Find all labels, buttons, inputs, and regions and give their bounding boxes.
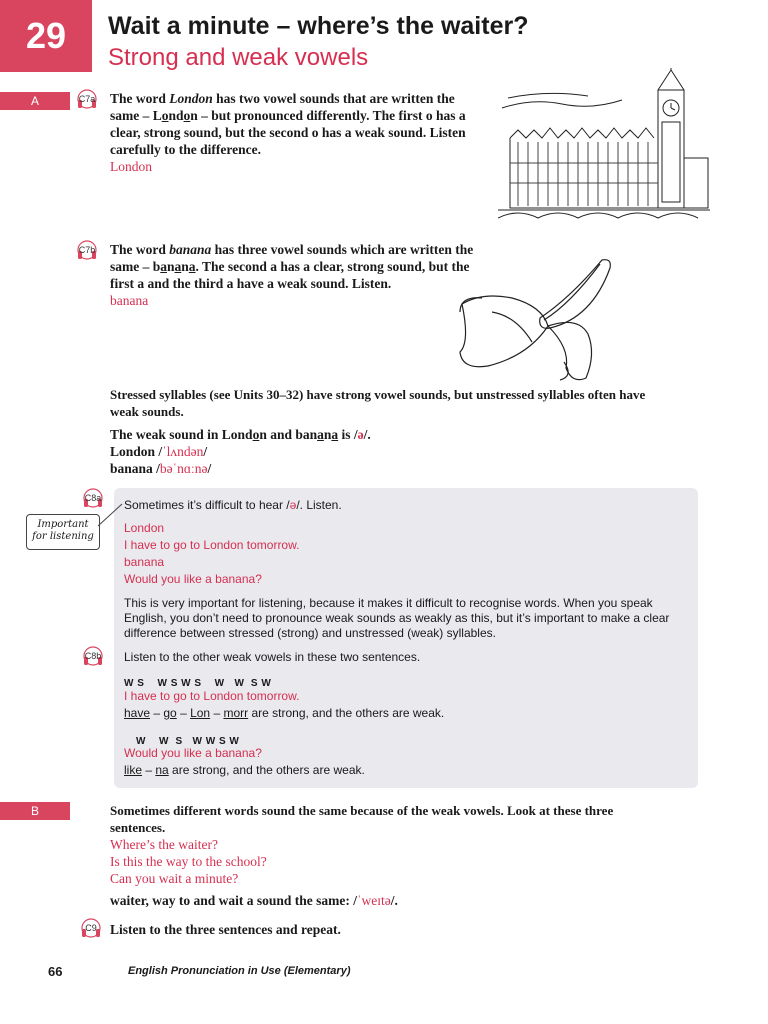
big-ben-illustration-icon	[498, 68, 710, 226]
page-subtitle: Strong and weak vowels	[108, 44, 369, 71]
example-sentence: Where’s the waiter?	[110, 837, 218, 852]
text: difference between stressed (strong) and unstressed (weak) syllables.	[124, 626, 496, 640]
stress-marks-2: W W S W W S W	[136, 736, 240, 747]
strong-syllables-1: have – go – Lon – morr are strong, and the others are weak.	[124, 706, 445, 720]
section-b-intro	[110, 802, 710, 836]
banana-illustration-icon	[452, 254, 634, 384]
text: carefully to the difference.	[110, 142, 261, 157]
example-sentence: Is this the way to the school?	[110, 854, 267, 869]
weak-sound-line	[110, 426, 510, 443]
text: Sometimes it’s difficult to hear /	[124, 498, 290, 512]
sentence-2: Would you like a banana?	[124, 746, 262, 760]
panel-example: banana	[124, 555, 165, 569]
text: The word	[110, 91, 170, 106]
weak-o: o	[183, 108, 191, 123]
section-a-label	[0, 92, 70, 110]
audio-track-c7a[interactable]	[76, 89, 98, 109]
text: waiter, way to and wait a sound the same: /	[110, 893, 358, 908]
panel-example: London	[124, 521, 165, 535]
underlined-vowel: a	[317, 427, 324, 442]
text: n	[323, 427, 332, 442]
banana-ipa-line	[110, 460, 211, 477]
schwa-symbol: ə	[357, 427, 364, 442]
text: sentences.	[110, 820, 166, 835]
example-sentence: Can you wait a minute?	[110, 871, 239, 886]
strong-syllable: like	[124, 763, 143, 777]
panel-intro	[124, 498, 342, 513]
text: n	[181, 259, 189, 274]
unit-number-badge	[0, 0, 92, 72]
text: English, you don’t need to pronounce weak sounds as weakly as this, but it’s important to make a clear	[124, 611, 670, 625]
stressed-paragraph	[110, 386, 710, 420]
audio-track-c7b[interactable]	[76, 240, 98, 260]
track-id: C8b	[84, 651, 102, 661]
text: /. Listen.	[296, 498, 342, 512]
text: Sometimes different words sound the same because of the weak vowels. Look at these three	[110, 803, 614, 818]
margin-note	[26, 514, 100, 550]
note-line: for listening	[32, 531, 94, 542]
london-ipa-line	[110, 443, 207, 460]
listen-other-line: Listen to the other weak vowels in these two sentences.	[124, 650, 421, 664]
stress-marks-1: W S W S W S W W S W	[124, 678, 272, 689]
panel-explanation	[124, 596, 690, 641]
banana-paragraph	[110, 241, 500, 292]
strong-syllable: have	[124, 706, 151, 720]
weak-a: a	[160, 259, 167, 274]
text: This is very important for listening, because it makes it difficult to recognise words. When you speak	[124, 596, 653, 610]
text: are strong, and the others are weak.	[168, 763, 365, 777]
text: Stressed syllables (see Units 30–32) have strong vowel sounds, but unstressed syllables often have	[110, 387, 646, 402]
example-banana: banana	[110, 293, 149, 308]
text: The word	[110, 242, 170, 257]
text: is /	[338, 427, 358, 442]
track-id: C9	[85, 923, 97, 933]
strong-a: a	[174, 259, 182, 274]
unit-number: 29	[25, 15, 67, 56]
note-line: Important	[37, 519, 89, 530]
text: same – b	[110, 259, 161, 274]
text: n and ban	[259, 427, 318, 442]
london-paragraph	[110, 90, 490, 158]
page-title: Wait a minute – where’s the waiter?	[108, 12, 529, 40]
text: are strong, and the others are weak.	[248, 706, 445, 720]
strong-syllable: Lon	[190, 706, 211, 720]
section-a-letter: A	[30, 94, 39, 108]
text: has three vowel sounds which are written the	[211, 242, 474, 257]
strong-syllable: go	[163, 706, 177, 720]
section-b-label	[0, 802, 70, 820]
same-sound-line	[110, 892, 398, 909]
page-number: 66	[48, 964, 63, 979]
schwa-symbol: ə	[289, 498, 297, 512]
strong-syllables-2: like – na are strong, and the others are weak.	[124, 763, 365, 777]
text: /	[203, 444, 208, 459]
text: clear, strong sound, but the second o has a weak sound. Listen	[110, 125, 466, 140]
text: The weak sound in Lond	[110, 427, 253, 442]
note-pointer-icon	[96, 500, 126, 530]
text: . The second a has a clear, strong sound, but the	[195, 259, 470, 274]
text: has two vowel sounds that are written the	[212, 91, 455, 106]
underlined-vowel: a	[331, 427, 339, 442]
book-title: English Pronunciation in Use (Elementary)	[128, 965, 351, 977]
repeat-instruction: Listen to the three sentences and repeat.	[110, 922, 341, 937]
text: n	[167, 259, 175, 274]
text: nd	[168, 108, 184, 123]
underlined-vowel: o	[252, 427, 260, 442]
panel-example: Would you like a banana?	[124, 572, 262, 586]
text: same – L	[110, 108, 162, 123]
ipa: ˈweɪtə	[357, 893, 391, 908]
text: banana /	[110, 461, 160, 476]
sentence-1: I have to go to London tomorrow.	[124, 689, 300, 703]
ipa: bəˈnɑːnə	[159, 461, 208, 476]
panel-example: I have to go to London tomorrow.	[124, 538, 300, 552]
text: n – but pronounced differently. The first o has a	[190, 108, 466, 123]
track-id: C7a	[78, 94, 96, 104]
track-id: C8a	[84, 493, 102, 503]
audio-track-c8b[interactable]	[82, 646, 104, 666]
word-banana: banana	[169, 242, 212, 257]
track-id: C7b	[78, 245, 96, 255]
example-london: London	[110, 159, 152, 174]
text: London /	[110, 444, 163, 459]
text: /	[207, 461, 212, 476]
ipa: ˈlʌndən	[162, 444, 204, 459]
strong-syllable: morr	[223, 706, 249, 720]
strong-o: o	[161, 108, 169, 123]
text: /.	[363, 427, 371, 442]
audio-track-c9[interactable]	[80, 918, 102, 938]
section-b-letter: B	[30, 804, 39, 818]
text: weak sounds.	[110, 404, 184, 419]
text: first a and the third a have a weak sound. Listen.	[110, 276, 392, 291]
text: /.	[390, 893, 398, 908]
word-london: London	[169, 91, 213, 106]
weak-a: a	[188, 259, 196, 274]
strong-syllable: na	[155, 763, 169, 777]
